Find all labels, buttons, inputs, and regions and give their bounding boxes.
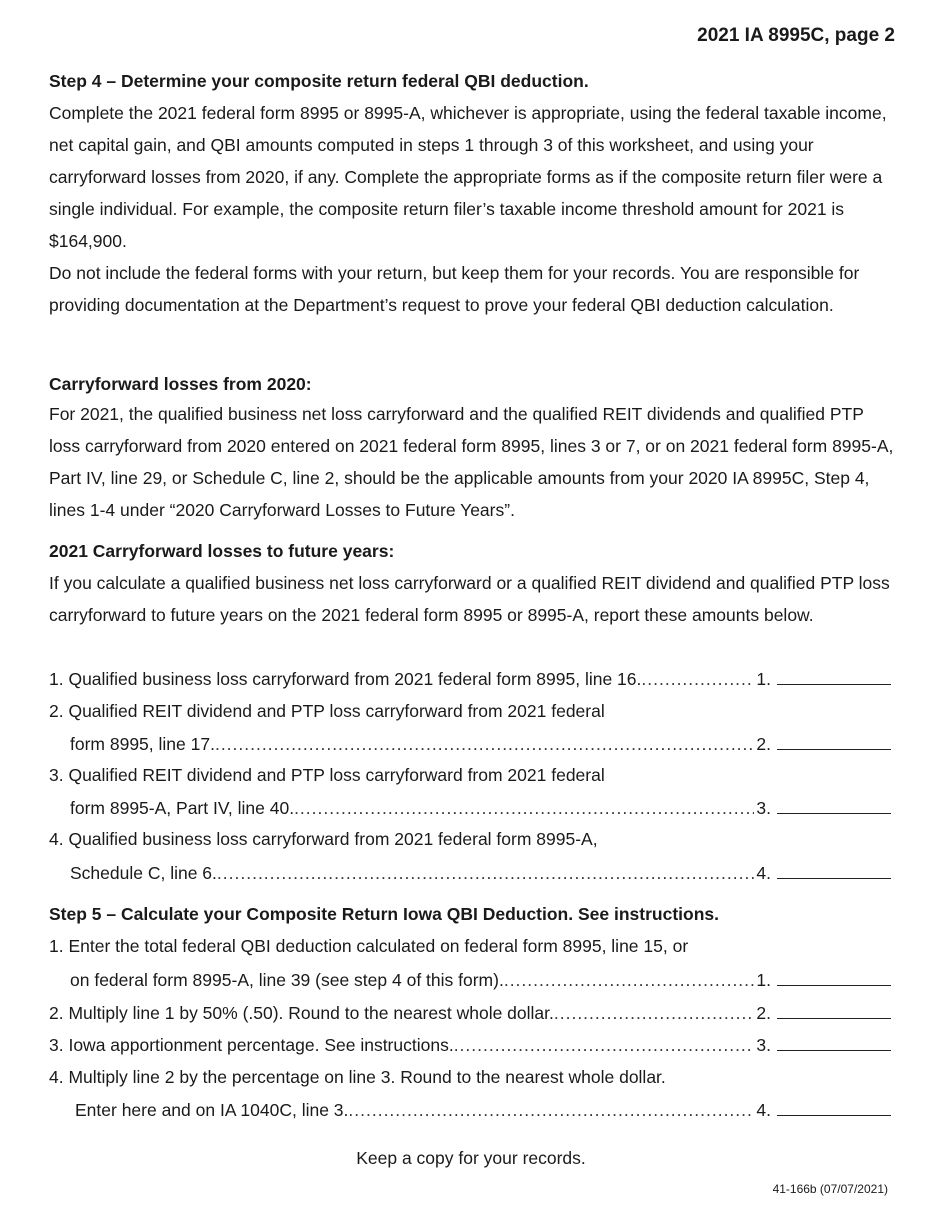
step5-line-2: [49, 996, 891, 1028]
leader-dots: [217, 857, 754, 889]
carryforward-line-3-label: 3. Qualified REIT dividend and PTP loss carryforward from 2021 federal: [49, 765, 605, 785]
step5-line-1-text: [49, 930, 891, 962]
form-id: 41-166b (07/07/2021): [772, 1182, 888, 1196]
step5-line-4-label: 4. Multiply line 2 by the percentage on line 3. Round to the nearest whole dollar.: [49, 1067, 666, 1087]
carryforward-future-heading: 2021 Carryforward losses to future years:: [49, 541, 395, 561]
leader-dots: [454, 1029, 755, 1061]
line-number: 4.: [756, 863, 771, 883]
step5-section: [49, 898, 899, 930]
carryforward-line-4-label-cont: Schedule C, line 6.: [70, 863, 217, 883]
step5-line-2-label: 2. Multiply line 1 by 50% (.50). Round to the nearest whole dollar.: [49, 1003, 554, 1023]
step5-line-1-label: 1. Enter the total federal QBI deduction calculated on federal form 8995, line 15, or: [49, 936, 689, 956]
carryforward-future-section: [49, 535, 899, 631]
line-number: 3.: [756, 798, 771, 818]
step4-paragraph-1: Complete the 2021 federal form 8995 or 8995-A, whichever is appropriate, using the federal taxable income, net capital gain, and QBI amounts computed in steps 1 through 3 of this worksheet, and using your carryforward losses from 2020, if any. Complete the appropriate forms as if the composite return filer were a single individual. For example, the composite return filer’s taxable income threshold amount for 2021 is $164,900.: [49, 103, 887, 251]
step5-heading: Step 5 – Calculate your Composite Return Iowa QBI Deduction. See instructions.: [49, 904, 719, 924]
step5-line-4-input[interactable]: [777, 1093, 891, 1116]
carryforward-line-2-input[interactable]: [777, 727, 891, 750]
step5-line-3-label: 3. Iowa apportionment percentage. See instructions.: [49, 1035, 454, 1055]
carryforward-line-4-label: 4. Qualified business loss carryforward from 2021 federal form 8995-A,: [49, 829, 598, 849]
line-number: 1.: [756, 970, 771, 990]
carryforward-line-3-input[interactable]: [777, 791, 891, 814]
carryforward-line-2-label: 2. Qualified REIT dividend and PTP loss carryforward from 2021 federal: [49, 701, 605, 721]
leader-dots: [554, 997, 755, 1029]
leader-dots: [504, 964, 755, 996]
carryforward-future-paragraph: If you calculate a qualified business net loss carryforward or a qualified REIT dividend and qualified PTP loss carryforward to future years on the 2021 federal form 8995 or 8995-A, report these amounts below.: [49, 573, 890, 625]
line-number: 4.: [756, 1100, 771, 1120]
carryforward-line-3-text: [49, 759, 891, 791]
carryforward-line-4: [49, 856, 891, 888]
step5-line-3: [49, 1028, 891, 1060]
carryforward-line-2: [49, 727, 891, 759]
carryforward-2020-heading: Carryforward losses from 2020:: [49, 374, 312, 394]
line-number: 2.: [756, 734, 771, 754]
footer-note: Keep a copy for your records.: [356, 1148, 586, 1168]
step4-heading: Step 4 – Determine your composite return federal QBI deduction.: [49, 71, 589, 91]
step5-line-4-label-cont: Enter here and on IA 1040C, line 3.: [75, 1100, 349, 1120]
step5-line-4: [49, 1093, 891, 1125]
step5-line-1-input[interactable]: [777, 963, 891, 986]
step4-paragraph-2: Do not include the federal forms with your return, but keep them for your records. You are responsible for providing documentation at the Department’s request to prove your federal QBI deduction calculation.: [49, 263, 860, 315]
carryforward-line-1-label: 1. Qualified business loss carryforward from 2021 federal form 8995, line 16.: [49, 669, 642, 689]
page-title: 2021 IA 8995C, page 2: [697, 25, 895, 46]
leader-dots: [348, 1094, 754, 1126]
step5-line-2-input[interactable]: [777, 996, 891, 1019]
carryforward-2020-section: [49, 368, 899, 526]
carryforward-line-1-input[interactable]: [777, 662, 891, 685]
carryforward-2020-paragraph: For 2021, the qualified business net loss carryforward and the qualified REIT dividends and qualified PTP loss carryforward from 2020 entered on 2021 federal form 8995, lines 3 or 7, or on 2021 federal form 8995-A, Part IV, line 29, or Schedule C, line 2, should be the applicable amounts from your 2020 IA 8995C, Step 4, lines 1-4 under “2020 Carryforward Losses to Future Years”.: [49, 404, 894, 520]
step5-line-4-text: [49, 1061, 891, 1093]
line-number: 1.: [756, 669, 771, 689]
step5-line-1-label-cont: on federal form 8995-A, line 39 (see step 4 of this form).: [70, 970, 504, 990]
line-number: 2.: [756, 1003, 771, 1023]
leader-dots: [641, 663, 754, 695]
carryforward-line-3-label-cont: form 8995-A, Part IV, line 40.: [70, 798, 295, 818]
carryforward-line-2-text: [49, 695, 891, 727]
carryforward-line-3: [49, 791, 891, 823]
step5-line-3-input[interactable]: [777, 1028, 891, 1051]
step4-section: [49, 65, 899, 321]
step5-line-1: [49, 963, 891, 995]
carryforward-line-1: [49, 662, 891, 694]
leader-dots: [294, 792, 754, 824]
carryforward-line-4-text: [49, 823, 891, 855]
leader-dots: [215, 728, 754, 760]
carryforward-line-4-input[interactable]: [777, 856, 891, 879]
carryforward-line-2-label-cont: form 8995, line 17.: [70, 734, 215, 754]
line-number: 3.: [756, 1035, 771, 1055]
